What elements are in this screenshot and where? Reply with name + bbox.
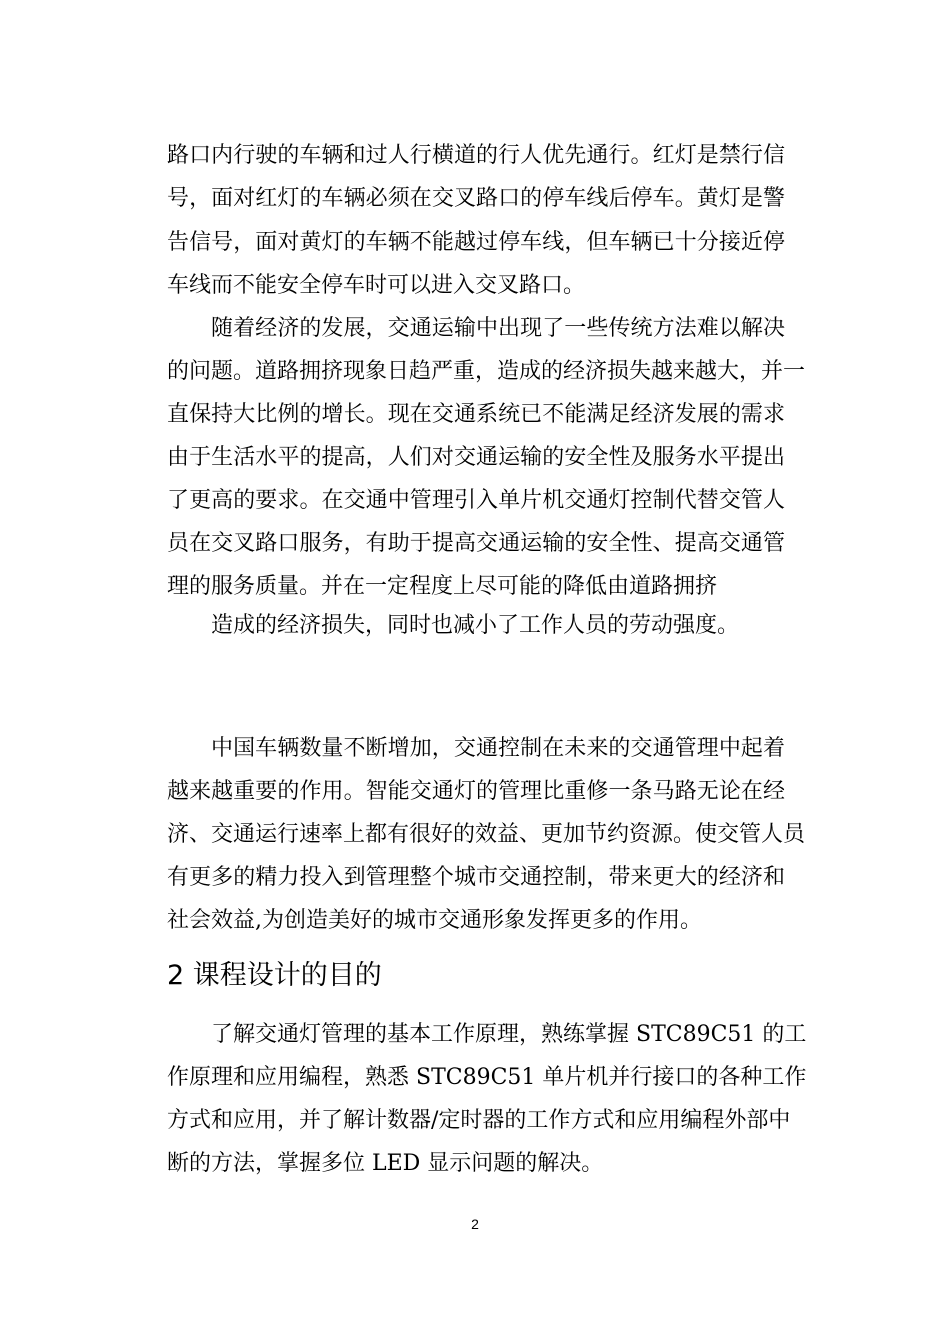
paragraph-1-line-1: 路口内行驶的车辆和过人行横道的行人优先通行。红灯是禁行信 bbox=[167, 143, 785, 168]
paragraph-2-line-2: 的问题。道路拥挤现象日趋严重，造成的经济损失越来越大，并一 bbox=[167, 359, 806, 384]
paragraph-1-line-3: 告信号，面对黄灯的车辆不能越过停车线，但车辆已十分接近停 bbox=[167, 230, 785, 255]
page-number: 2 bbox=[471, 1216, 479, 1232]
section-line-4: 断的方法，掌握多位 LED 显示问题的解决。 bbox=[167, 1151, 604, 1176]
paragraph-3-line-1: 造成的经济损失，同时也减小了工作人员的劳动强度。 bbox=[211, 613, 740, 638]
paragraph-2-line-4: 由于生活水平的提高，人们对交通运输的安全性及服务水平提出 bbox=[167, 445, 785, 470]
section-line-2: 作原理和应用编程，熟悉 STC89C51 单片机并行接口的各种工作 bbox=[167, 1065, 807, 1090]
paragraph-2-line-6: 员在交叉路口服务，有助于提高交通运输的安全性、提高交通管 bbox=[167, 531, 785, 556]
paragraph-4-line-4: 有更多的精力投入到管理整个城市交通控制，带来更大的经济和 bbox=[167, 865, 785, 890]
paragraph-4-line-2: 越来越重要的作用。智能交通灯的管理比重修一条马路无论在经 bbox=[167, 779, 785, 804]
section-heading: 2 课程设计的目的 bbox=[167, 960, 382, 991]
paragraph-2-line-5: 了更高的要求。在交通中管理引入单片机交通灯控制代替交管人 bbox=[167, 488, 785, 513]
paragraph-1-line-4: 车线而不能安全停车时可以进入交叉路口。 bbox=[167, 273, 586, 298]
paragraph-4-line-3: 济、交通运行速率上都有很好的效益、更加节约资源。使交管人员 bbox=[167, 822, 806, 847]
paragraph-2-line-3: 直保持大比例的增长。现在交通系统已不能满足经济发展的需求 bbox=[167, 402, 785, 427]
section-line-1: 了解交通灯管理的基本工作原理，熟练掌握 STC89C51 的工 bbox=[211, 1022, 807, 1047]
paragraph-4-line-5: 社会效益,为创造美好的城市交通形象发挥更多的作用。 bbox=[167, 908, 702, 933]
paragraph-1-line-2: 号，面对红灯的车辆必须在交叉路口的停车线后停车。黄灯是警 bbox=[167, 186, 785, 211]
paragraph-2-line-1: 随着经济的发展，交通运输中出现了一些传统方法难以解决 bbox=[211, 316, 785, 341]
paragraph-2-line-7: 理的服务质量。并在一定程度上尽可能的降低由道路拥挤 bbox=[167, 574, 718, 599]
paragraph-4-line-1: 中国车辆数量不断增加，交通控制在未来的交通管理中起着 bbox=[211, 736, 785, 761]
section-line-3: 方式和应用，并了解计数器/定时器的工作方式和应用编程外部中 bbox=[167, 1108, 791, 1133]
